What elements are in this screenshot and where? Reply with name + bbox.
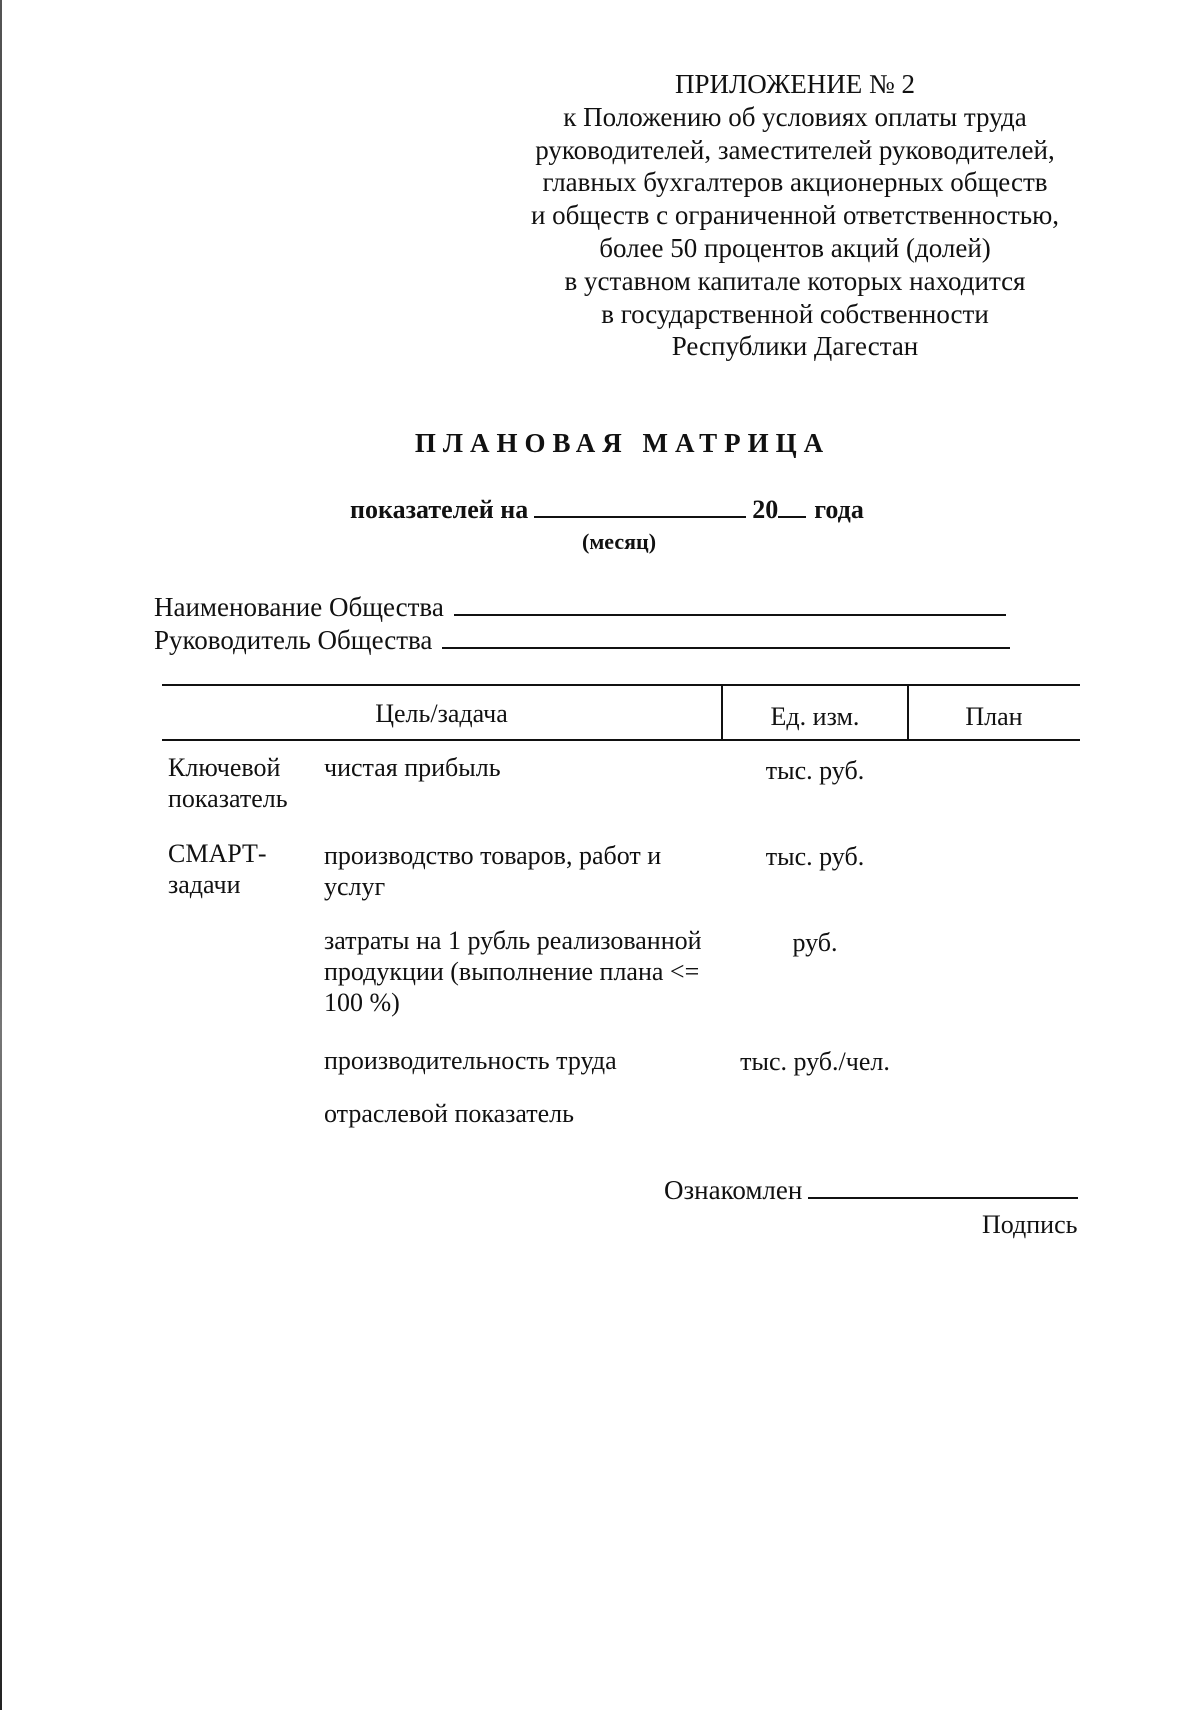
appendix-line: и обществ с ограниченной ответственностью,	[530, 200, 1060, 231]
row-unit: тыс. руб.	[765, 842, 865, 871]
company-head-label: Руководитель Общества	[154, 625, 433, 655]
row-task: производительность труда	[324, 1046, 617, 1075]
signature-blank[interactable]	[808, 1173, 1078, 1199]
appendix-number: ПРИЛОЖЕНИЕ № 2	[674, 69, 916, 99]
acknowledgement-label: Ознакомлен	[664, 1175, 803, 1205]
month-hint: (месяц)	[582, 529, 657, 554]
header-plan: План	[965, 702, 1023, 731]
row-category: Ключевой показатель	[168, 753, 288, 813]
appendix-line: в государственной собственности	[601, 298, 989, 329]
table-header-bottom-border	[162, 739, 1080, 741]
row-task: чистая прибыль	[324, 753, 501, 782]
header-unit: Ед. изм.	[770, 702, 860, 731]
row-unit: тыс. руб.	[765, 756, 865, 785]
company-name-blank[interactable]	[454, 588, 1006, 616]
header-goal: Цель/задача	[375, 699, 508, 728]
row-task: отраслевой показатель	[324, 1099, 575, 1128]
row-unit: тыс. руб./чел.	[740, 1047, 890, 1076]
signature-hint: Подпись	[982, 1210, 1078, 1239]
company-head-field	[154, 621, 1010, 656]
year-blank[interactable]	[778, 494, 806, 518]
scan-edge	[0, 0, 2, 1710]
company-name-label: Наименование Общества	[154, 592, 444, 622]
appendix-header	[510, 68, 1080, 363]
appendix-line: более 50 процентов акций (долей)	[599, 232, 991, 263]
table-top-border	[162, 684, 1080, 686]
month-blank[interactable]	[534, 494, 746, 518]
row-category: СМАРТ-задачи	[168, 839, 267, 899]
appendix-line: руководителей, заместителей руководителей,	[535, 134, 1055, 165]
appendix-line: Республики Дагестан	[671, 331, 919, 362]
company-head-blank[interactable]	[442, 621, 1010, 649]
year-prefix: 20	[752, 495, 779, 524]
row-task: затраты на 1 рубль реализованной продукции (выполнение плана <= 100 %)	[324, 926, 702, 1017]
appendix-line: главных бухгалтеров акционерных обществ	[542, 167, 1048, 198]
indicators-period	[350, 494, 864, 525]
appendix-line: в уставном капитале которых находится	[564, 265, 1026, 296]
row-unit: руб.	[792, 928, 838, 957]
appendix-line: к Положению об условиях оплаты труда	[563, 101, 1027, 132]
company-name-field	[154, 588, 1006, 623]
row-task: производство товаров, работ и услуг	[324, 841, 662, 901]
indicators-prefix: показателей на	[350, 495, 529, 524]
year-suffix: года	[814, 495, 864, 524]
document-title: ПЛАНОВАЯ МАТРИЦА	[414, 428, 831, 458]
acknowledgement	[664, 1173, 1078, 1206]
